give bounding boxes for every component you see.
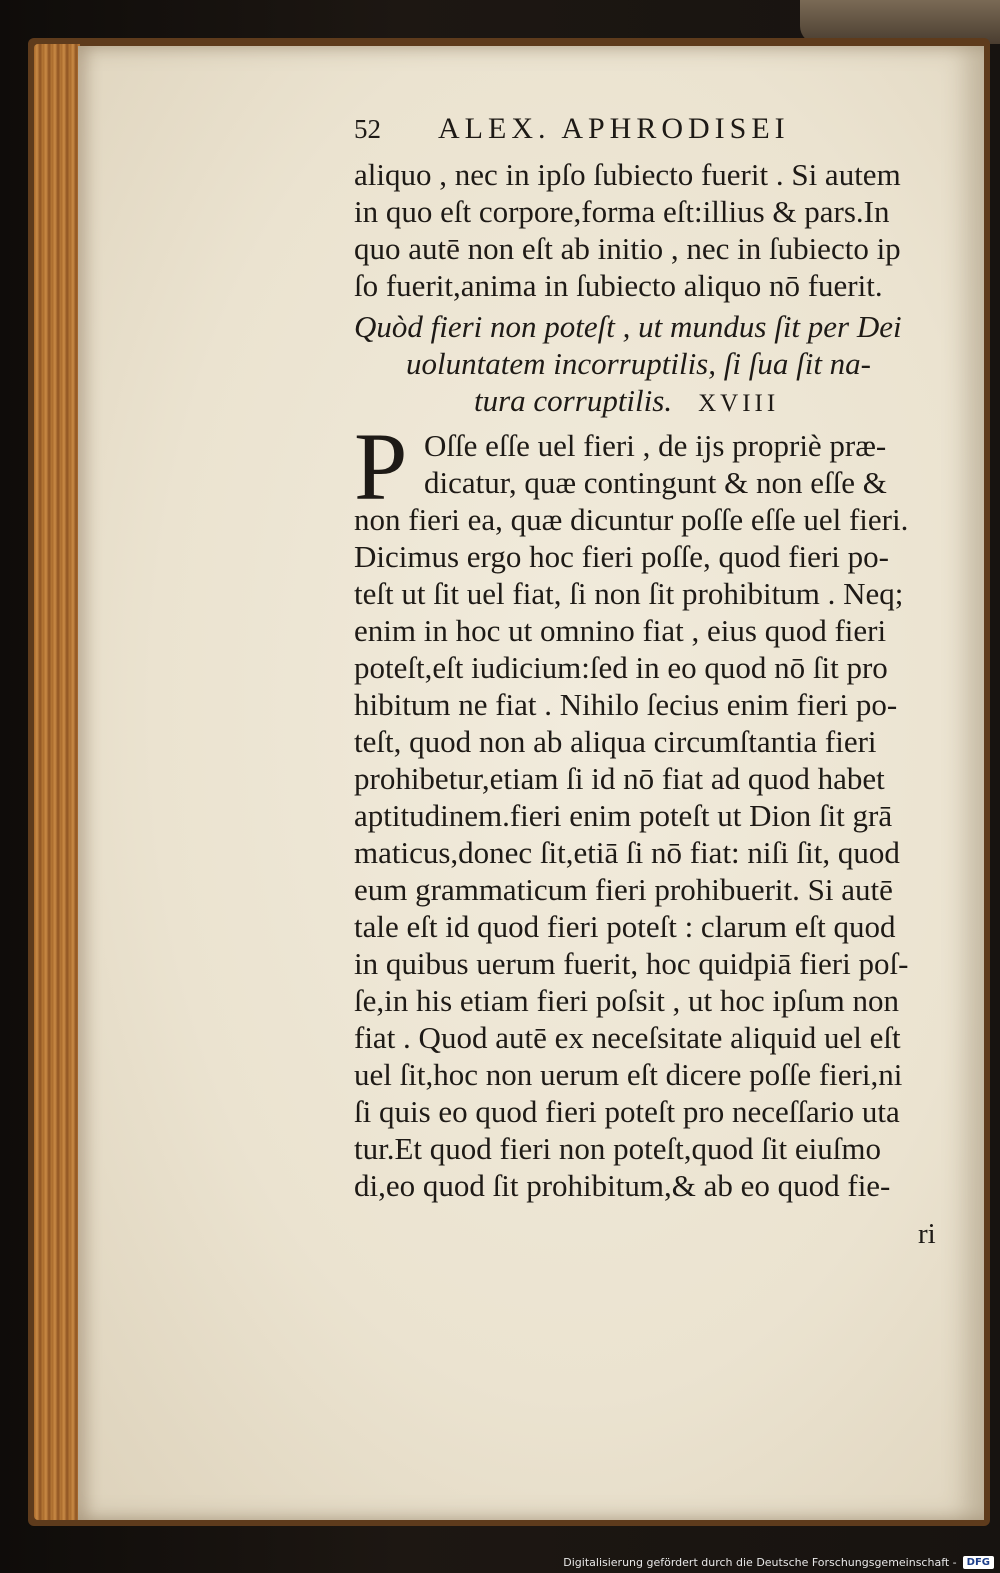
heading-line: uoluntatem incorruptilis, ſi ſua ſit na- xyxy=(406,346,871,381)
text-line: quo autē non eſt ab initio , nec in ſubiecto ip xyxy=(354,231,901,266)
text-line: ſe,in his etiam fieri poſsit , ut hoc ipſum non xyxy=(354,983,900,1018)
running-head: ALEX. APHRODISEI xyxy=(438,112,790,145)
page-number: 52 xyxy=(354,114,381,144)
text-line: in quo eſt corpore,forma eſt:illius & pars.In xyxy=(354,194,890,229)
digitization-credit xyxy=(563,1556,994,1569)
catchword: ri xyxy=(918,1218,936,1250)
text-line: tale eſt id quod fieri poteſt : clarum eſt quod xyxy=(354,909,896,944)
text-line: hibitum ne fiat . Nihilo ſecius enim fieri po- xyxy=(354,687,898,722)
heading-line-last xyxy=(354,382,954,419)
text-line: eum grammaticum fieri prohibuerit. Si autē xyxy=(354,872,893,907)
text-line: tur.Et quod fieri non poteſt,quod ſit eiuſmo xyxy=(354,1131,881,1166)
chapter-number: XVIII xyxy=(698,390,780,417)
credit-text: Digitalisierung gefördert durch die Deutsche Forschungsgemeinschaft - xyxy=(563,1556,957,1569)
text-line: fiat . Quod autē ex neceſsitate aliquid uel eſt xyxy=(354,1020,901,1055)
heading-line: Quòd fieri non poteſt , ut mundus ſit per Dei xyxy=(354,309,902,344)
drop-cap: P xyxy=(354,413,408,520)
continued-paragraph xyxy=(354,156,954,304)
dfg-logo: DFG xyxy=(963,1556,994,1569)
page-edges xyxy=(34,44,80,1520)
text-line: di,eo quod ſit prohibitum,& ab eo quod fie- xyxy=(354,1168,891,1203)
text-line: ſo fuerit,anima in ſubiecto aliquo nō fuerit. xyxy=(354,268,883,303)
text-line: in quibus uerum fuerit, hoc quidpiā fieri poſ- xyxy=(354,946,909,981)
text-line: dicatur, quæ contingunt & non eſſe & xyxy=(424,465,887,500)
text-line: uel ſit,hoc non uerum eſt dicere poſſe fieri,ni xyxy=(354,1057,903,1092)
chapter-body xyxy=(354,413,954,1204)
chapter-heading xyxy=(354,308,954,419)
text-line: non fieri ea, quæ dicuntur poſſe eſſe uel fieri. xyxy=(354,502,909,537)
text-line: aptitudinem.fieri enim poteſt ut Dion ſit grā xyxy=(354,798,893,833)
text-line: ſi quis eo quod fieri poteſt pro neceſſario uta xyxy=(354,1094,900,1129)
text-line: aliquo , nec in ipſo ſubiecto fuerit . Si autem xyxy=(354,157,901,192)
text-line: enim in hoc ut omnino fiat , eius quod fieri xyxy=(354,613,887,648)
text-block xyxy=(354,112,954,1204)
text-line: poteſt,eſt iudicium:ſed in eo quod nō ſit pro xyxy=(354,650,888,685)
page-header xyxy=(354,112,954,156)
text-line: teſt ut ſit uel fiat, ſi non ſit prohibitum . Neq; xyxy=(354,576,904,611)
heading-line-text: tura corruptilis. xyxy=(474,383,673,418)
text-line: teſt, quod non ab aliqua circumſtantia fieri xyxy=(354,724,877,759)
text-line: prohibetur,etiam ſi id nō fiat ad quod habet xyxy=(354,761,885,796)
text-line: Oſſe eſſe uel fieri , de ijs propriè præ- xyxy=(424,428,887,463)
text-line: maticus,donec ſit,etiā ſi nō fiat: niſi ſit, quod xyxy=(354,835,900,870)
text-line: Dicimus ergo hoc fieri poſſe, quod fieri po- xyxy=(354,539,889,574)
